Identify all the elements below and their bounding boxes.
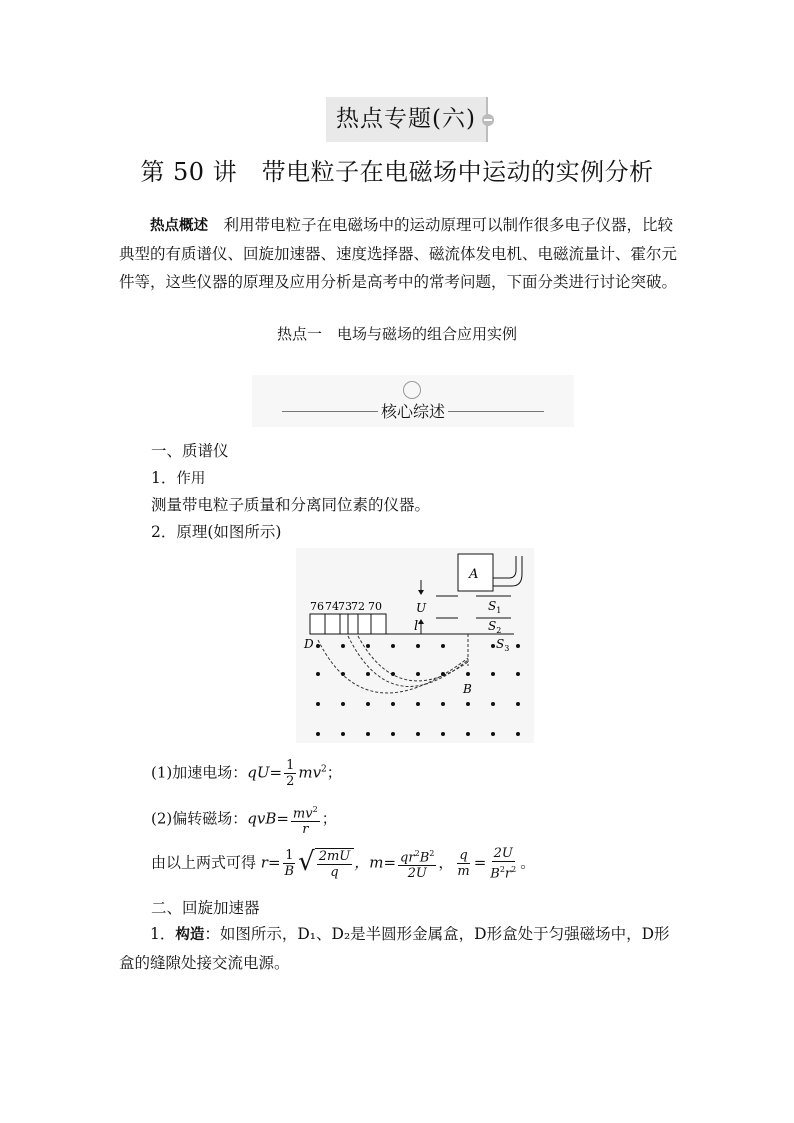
item-label: 构造 (175, 927, 205, 943)
trajectory (348, 636, 468, 686)
field-dot (316, 644, 320, 648)
denominator (300, 822, 310, 837)
numerator (398, 846, 436, 866)
scale-label: 70 (368, 600, 382, 613)
item-number: 1． (150, 925, 176, 943)
inlet-pipe (493, 556, 516, 578)
field-dot (466, 732, 470, 736)
formula-rhs: mv (298, 763, 322, 782)
radicand (315, 848, 355, 880)
field-dot (341, 732, 345, 736)
separator: ， (438, 853, 454, 872)
denominator (328, 865, 340, 880)
exponent: 2 (499, 865, 505, 874)
field-dot (491, 702, 495, 706)
label-l: l (414, 619, 419, 634)
field-dot (516, 732, 520, 736)
fraction (284, 758, 296, 789)
field-dot (316, 702, 320, 706)
field-dot (516, 672, 520, 676)
field-dot (441, 672, 445, 676)
formula-lhs: qU= (247, 763, 283, 782)
field-dot (516, 702, 520, 706)
field-dot (366, 644, 370, 648)
fraction (283, 848, 297, 879)
field-dot (416, 702, 420, 706)
formula-end: ； (326, 763, 342, 782)
fraction (488, 846, 518, 881)
label-A: A (469, 567, 479, 582)
numerator-text: q (459, 848, 468, 864)
denominator (455, 864, 471, 879)
fraction (291, 802, 320, 837)
numerator-text: mv (292, 806, 313, 822)
item-label: 作用 (176, 471, 206, 487)
field-dot (441, 732, 445, 736)
denominator-text: B (284, 864, 295, 880)
field-dot (366, 672, 370, 676)
label-S3: $S_3$ (496, 637, 510, 653)
exponent: 2 (321, 764, 327, 775)
numerator: 1 (286, 758, 295, 773)
field-dot (491, 644, 495, 648)
topic-badge: 热点专题(六) (326, 97, 488, 142)
scale-label: 73 (338, 600, 352, 613)
field-dot (516, 644, 520, 648)
section1-heading: 一、质谱仪 (151, 442, 229, 460)
label-U: U (416, 601, 427, 615)
hotspot-heading: 热点一 电场与磁场的组合应用实例 (276, 325, 517, 343)
trajectory (358, 636, 468, 681)
field-dot (416, 732, 420, 736)
field-dot (416, 672, 420, 676)
denominator: 2 (286, 774, 295, 789)
numerator (317, 849, 353, 865)
denominator (488, 862, 518, 881)
item-text: ：如图所示，D₁、D₂是半圆形金属盒，D形盒处于匀强磁场中，D形盒的缝隙处接交流电源。 (119, 925, 670, 972)
square-root (298, 848, 354, 880)
field-dot (391, 702, 395, 706)
numerator-text: 2U (493, 846, 513, 861)
numerator-text: 2mU (318, 848, 351, 864)
denominator-text: q (330, 864, 339, 880)
field-dot (441, 644, 445, 648)
fraction (455, 848, 471, 879)
denominator-text: B (490, 866, 500, 882)
page-title: 第 50 讲 带电粒子在电磁场中运动的实例分析 (140, 158, 654, 186)
inlet-pipe-outer (493, 556, 522, 586)
core-summary-title: 核心综述 (380, 402, 445, 421)
denominator-text: 2U (407, 866, 427, 882)
formula-prefix: 由以上两式可得 (151, 853, 257, 872)
fraction (317, 849, 353, 880)
formula-prefix: (1)加速电场： (151, 763, 248, 782)
exponent: 2 (511, 865, 517, 874)
mass-spectrometer-diagram (296, 548, 534, 743)
formula-r: r= (260, 853, 281, 872)
u-arrowhead-top (418, 590, 424, 595)
denominator (406, 866, 429, 881)
formula-lhs: qvB= (247, 809, 289, 828)
field-dot (341, 644, 345, 648)
field-dot (341, 702, 345, 706)
denominator (283, 864, 297, 879)
section1-item1 (151, 466, 205, 488)
exponent: 2 (429, 849, 435, 858)
formula-end: 。 (520, 853, 536, 872)
u-arrowhead-bottom (418, 619, 424, 624)
exponent: 2 (414, 849, 420, 858)
label-D: D (304, 637, 314, 651)
formula-1 (151, 758, 342, 789)
section2-item1 (119, 920, 679, 977)
scale-label: 72 (351, 600, 365, 613)
numerator-text: qr (400, 850, 415, 866)
core-summary-banner (252, 375, 574, 427)
field-dot (316, 732, 320, 736)
numerator (492, 846, 515, 862)
field-dot (391, 644, 395, 648)
formula-m: ，m= (354, 853, 397, 872)
overview-paragraph (119, 211, 679, 296)
formula-end: ； (321, 809, 337, 828)
field-dot (341, 672, 345, 676)
label-S2: $S_2$ (488, 619, 502, 635)
field-dot (391, 732, 395, 736)
formula-prefix: (2)偏转磁场： (151, 809, 248, 828)
denominator-text: r (504, 866, 512, 882)
field-dot (391, 672, 395, 676)
leaf-icon (403, 381, 421, 399)
scale-label: 74 (325, 600, 339, 613)
diagram-svg (296, 548, 534, 743)
denominator-text: r (302, 822, 309, 838)
denominator-text: m (457, 864, 470, 880)
field-dot (366, 702, 370, 706)
section1-item2: 2．原理(如图所示) (151, 523, 282, 541)
field-dot (491, 672, 495, 676)
numerator (291, 802, 320, 822)
field-dot (466, 672, 470, 676)
label-B: B (463, 682, 472, 696)
field-dot (416, 644, 420, 648)
equals: = (473, 853, 487, 872)
formula-2 (151, 802, 337, 837)
scale-label: 76 (310, 600, 324, 613)
field-dot (491, 732, 495, 736)
field-dot (466, 702, 470, 706)
label-S1: $S_1$ (488, 599, 502, 615)
radical-sign: √ (298, 846, 315, 877)
numerator: 1 (285, 848, 294, 864)
item-number: 1． (151, 469, 177, 487)
numerator (457, 848, 469, 864)
collapse-icon[interactable] (482, 114, 494, 126)
field-dot (441, 702, 445, 706)
formula-3 (151, 846, 535, 881)
section2-heading: 二、回旋加速器 (151, 899, 260, 917)
fraction (398, 846, 436, 881)
field-dot (366, 732, 370, 736)
overview-label: 热点概述 (150, 218, 208, 234)
field-dot (316, 672, 320, 676)
section1-item1-text: 测量带电粒子质量和分离同位素的仪器。 (151, 496, 431, 514)
numerator-text: B (419, 850, 430, 866)
magnetic-field-dots (316, 644, 520, 736)
exponent: 2 (312, 805, 318, 814)
overview-text: 利用带电粒子在电磁场中的运动原理可以制作很多电子仪器，比较典型的有质谱仪、回旋加速器、速度选择器、磁流体发电机、电磁流量计、霍尔元件等，这些仪器的原理及应用分析是高考中的常考问题，下面分类进行讨论突破。 (119, 216, 678, 291)
